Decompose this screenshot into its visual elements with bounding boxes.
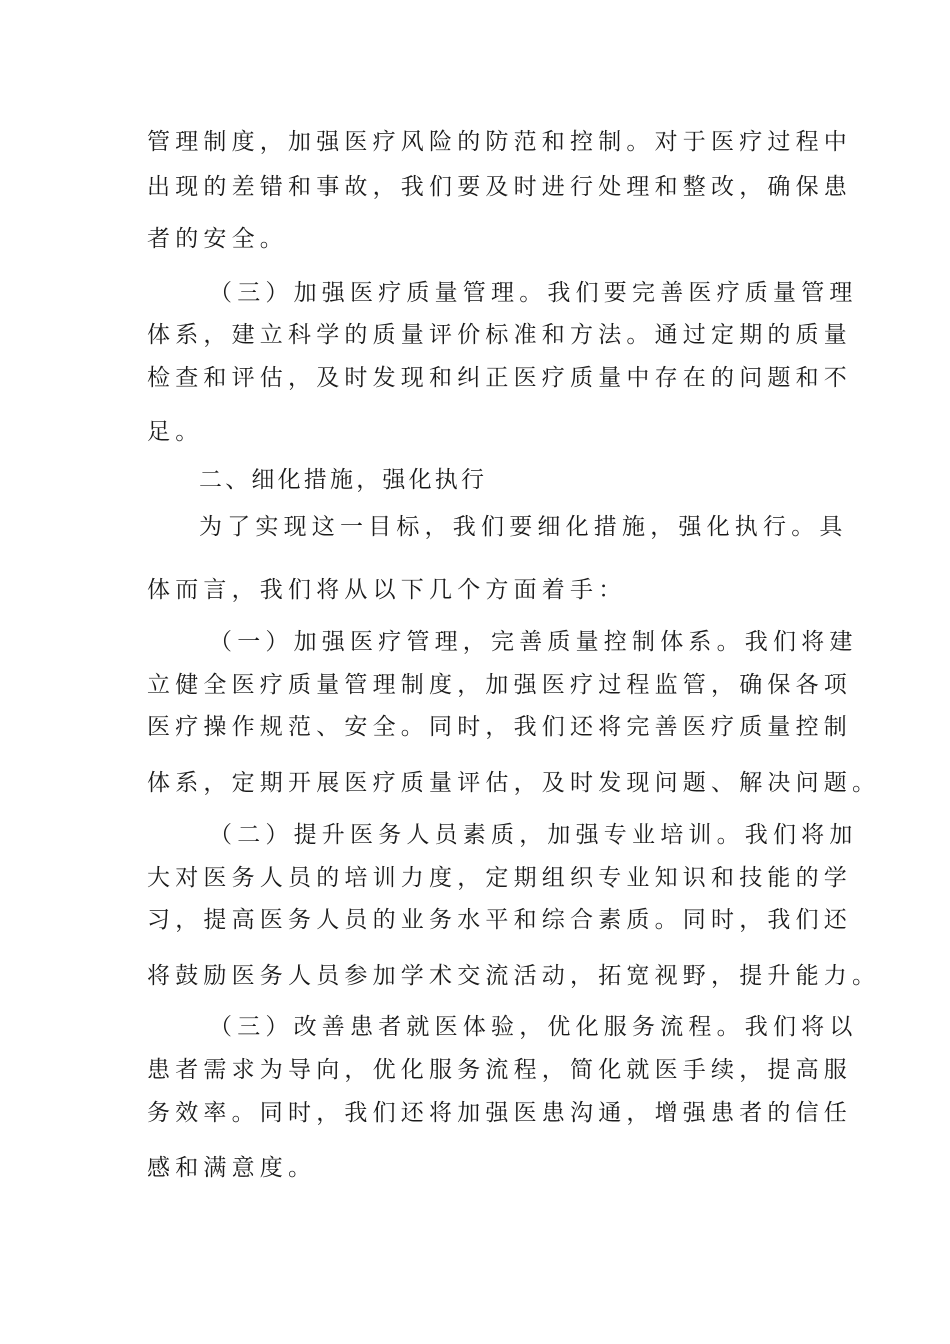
paragraph-start-line: （二）提升医务人员素质，加强专业培训。我们将加 [209, 822, 858, 848]
text-line: 体系，定期开展医疗质量评估，及时发现问题、解决问题。 [147, 770, 881, 796]
paragraph-start-line: （一）加强医疗管理，完善质量控制体系。我们将建 [209, 629, 858, 655]
text-line: 感和满意度。 [147, 1155, 317, 1181]
text-line: 习，提高医务人员的业务水平和综合素质。同时，我们还 [147, 907, 852, 933]
text-line: 出现的差错和事故，我们要及时进行处理和整改，确保患 [147, 174, 852, 200]
text-line: 患者需求为导向，优化服务流程，简化就医手续，提高服 [147, 1057, 852, 1083]
text-line: 体而言，我们将从以下几个方面着手： [147, 577, 627, 603]
text-line: 医疗操作规范、安全。同时，我们还将完善医疗质量控制 [147, 714, 852, 740]
paragraph-start-line: 为了实现这一目标，我们要细化措施，强化执行。具 [199, 514, 848, 540]
section-heading: 二、细化措施，强化执行 [199, 467, 488, 493]
paragraph-start-line: （三）改善患者就医体验，优化服务流程。我们将以 [209, 1014, 858, 1040]
text-line: 大对医务人员的培训力度，定期组织专业知识和技能的学 [147, 865, 852, 891]
text-line: 足。 [147, 419, 204, 445]
text-line: 检查和评估，及时发现和纠正医疗质量中存在的问题和不 [147, 365, 852, 391]
text-line: 管理制度，加强医疗风险的防范和控制。对于医疗过程中 [147, 129, 852, 155]
text-line: 体系，建立科学的质量评价标准和方法。通过定期的质量 [147, 322, 852, 348]
text-line: 立健全医疗质量管理制度，加强医疗过程监管，确保各项 [147, 672, 852, 698]
text-line: 者的安全。 [147, 226, 288, 252]
text-line: 将鼓励医务人员参加学术交流活动，拓宽视野，提升能力。 [147, 963, 881, 989]
paragraph-start-line: （三）加强医疗质量管理。我们要完善医疗质量管理 [209, 280, 858, 306]
text-line: 务效率。同时，我们还将加强医患沟通，增强患者的信任 [147, 1100, 852, 1126]
